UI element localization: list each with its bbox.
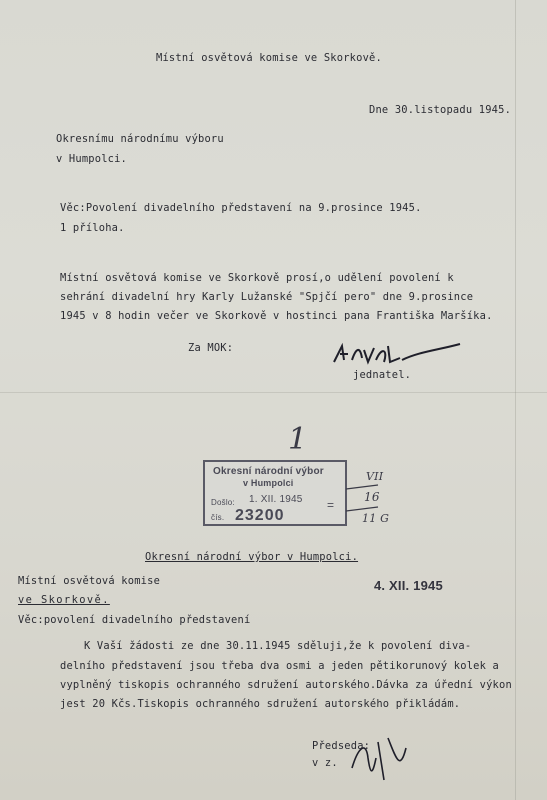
reply-body-line-1: K Vaší žádosti ze dne 30.11.1945 sděluji,že k povolení diva- [84, 640, 472, 652]
fold-crease [0, 392, 547, 393]
addressee-line-1: Okresnímu národnímu výboru [56, 133, 224, 145]
registry-stamp [203, 460, 347, 526]
reply-addressee-line-2: ve Skorkově. [18, 594, 110, 606]
annotation-slashes [344, 481, 380, 521]
signature-title: jednatel. [353, 369, 412, 381]
body-line-3: 1945 v 8 hodin večer ve Skorkově v hostinci pana Františka Maršíka. [60, 310, 493, 322]
stamp-equals-mark: = [327, 498, 335, 512]
stamp-office-line: Okresní národní výbor [213, 466, 324, 477]
attachment-line: 1 příloha. [60, 222, 125, 234]
subject-line: Věc:Povolení divadelního představení na 9.prosince 1945. [60, 202, 422, 214]
stamp-number-label: čís. [211, 513, 225, 522]
reply-subject: Věc:povolení divadelního představení [18, 614, 251, 626]
signature-predseda [344, 728, 414, 788]
letter-header: Místní osvětová komise ve Skorkově. [156, 52, 382, 64]
stamp-received-label: Došlo: [211, 498, 235, 507]
letter-date: Dne 30.listopadu 1945. [369, 104, 512, 116]
reply-header: Okresní národní výbor v Humpolci. [145, 551, 359, 563]
addressee-line-2: v Humpolci. [56, 153, 128, 165]
reply-body-line-4: jest 20 Kčs.Tiskopis ochranného sdružení autorského přikládám. [60, 698, 461, 710]
margin-line [515, 0, 516, 800]
for-label: Za MOK: [188, 342, 234, 354]
signature-jednatel [328, 340, 468, 370]
reply-signature-vz: v z. [312, 757, 338, 769]
reply-body-line-3: vyplněný tiskopis ochranného sdružení autorského.Dávka za úřední výkon [60, 679, 512, 691]
body-line-1: Místní osvětová komise ve Skorkově prosí,o udělení povolení k [60, 272, 454, 284]
stamp-city-line: v Humpolci [243, 478, 294, 488]
reply-signature-label: Předseda: [312, 740, 371, 752]
body-line-2: sehrání divadelní hry Karly Lužanské "Spjčí pero" dne 9.prosince [60, 291, 474, 303]
annotation-line-3: 11 G [362, 512, 390, 525]
annotation-line-1: VII [366, 470, 384, 483]
annotation-line-2: 16 [364, 490, 380, 504]
reply-date-stamp: 4. XII. 1945 [374, 578, 443, 593]
reply-body-line-2: delního představení jsou třeba dva osmi a jeden pětikorunový kolek a [60, 660, 499, 672]
reply-addressee-line-1: Místní osvětová komise [18, 575, 161, 587]
stamp-received-date: 1. XII. 1945 [249, 494, 303, 505]
stamp-number: 23200 [235, 507, 285, 524]
handwritten-number: 1 [288, 422, 308, 457]
